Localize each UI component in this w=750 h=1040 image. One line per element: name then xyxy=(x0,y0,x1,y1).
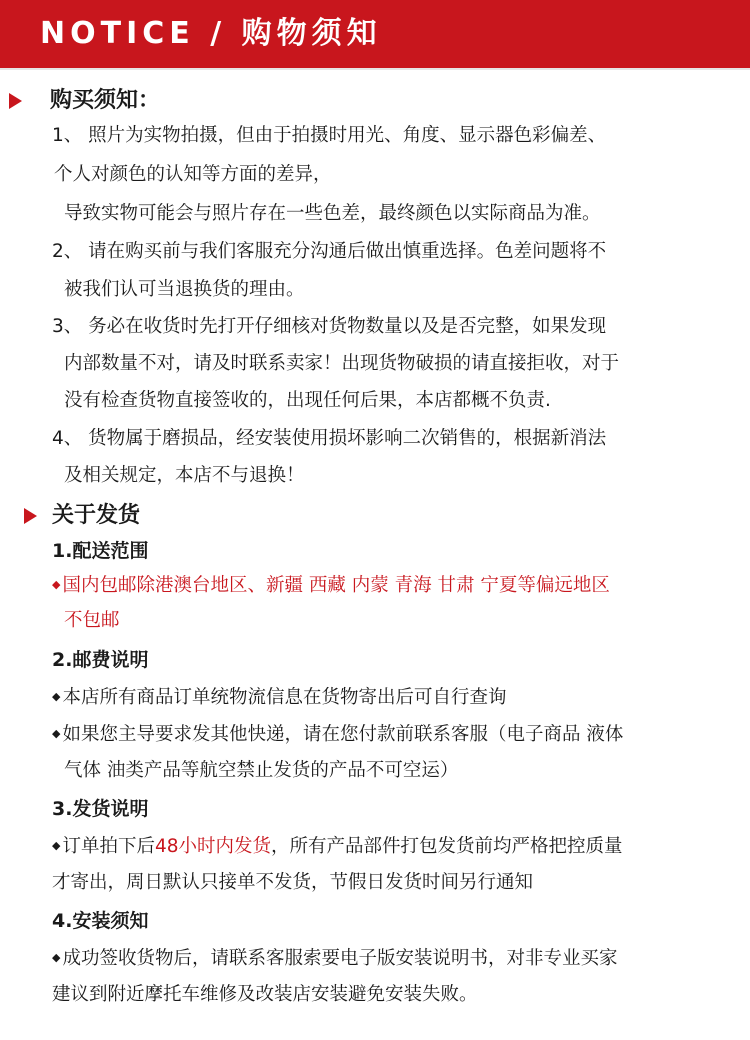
diamond-bullet-icon: ◆ xyxy=(52,690,61,703)
notice-line: ◆ 成功签收货物后，请联系客服索要电子版安装说明书，对非专业买家 xyxy=(52,948,618,969)
notice-line: ◆ 本店所有商品订单统物流信息在货物寄出后可自行查询 xyxy=(52,687,507,708)
subheading-installation: 4.安装须知 xyxy=(52,910,149,932)
notice-line: 导致实物可能会与照片存在一些色差，最终颜色以实际商品为准。 xyxy=(64,203,601,224)
notice-line: 不包邮 xyxy=(64,610,120,631)
notice-line: 2、 请在购买前与我们客服充分沟通后做出慎重选择。色差问题将不 xyxy=(52,241,607,262)
section-heading-purchase: 购买须知： xyxy=(50,88,161,113)
notice-line: ◆ 如果您主导要求发其他快递，请在您付款前联系客服（电子商品 液体 xyxy=(52,724,624,745)
arrow-icon xyxy=(24,508,37,524)
subheading-delivery-range: 1.配送范围 xyxy=(52,540,149,562)
notice-line: 才寄出，周日默认只接单不发货，节假日发货时间另行通知 xyxy=(52,872,534,893)
subheading-postage: 2.邮费说明 xyxy=(52,649,149,671)
notice-banner xyxy=(0,0,750,70)
diamond-bullet-icon: ◆ xyxy=(52,578,61,591)
notice-line: 内部数量不对，请及时联系卖家！出现货物破损的请直接拒收，对于 xyxy=(64,353,620,374)
banner-title: NOTICE / 购物须知 xyxy=(40,16,382,51)
notice-line: 4、 货物属于磨损品，经安装使用损坏影响二次销售的，根据新消法 xyxy=(52,428,607,449)
notice-line: 没有检查货物直接签收的，出现任何后果，本店都概不负责. xyxy=(64,390,551,411)
notice-line: 气体 油类产品等航空禁止发货的产品不可空运） xyxy=(64,760,459,781)
diamond-bullet-icon: ◆ xyxy=(52,727,61,740)
notice-line: ◆ 订单拍下后48小时内发货，所有产品部件打包发货前均严格把控质量 xyxy=(52,836,623,857)
notice-line: 建议到附近摩托车维修及改装店安装避免安装失败。 xyxy=(52,984,478,1005)
shipping-time-highlight: 48小时内发货 xyxy=(154,836,272,857)
notice-line: 及相关规定，本店不与退换！ xyxy=(64,465,305,486)
notice-line: 3、 务必在收货时先打开仔细核对货物数量以及是否完整，如果发现 xyxy=(52,316,607,337)
arrow-icon xyxy=(9,93,22,109)
diamond-bullet-icon: ◆ xyxy=(52,951,61,964)
notice-line: 被我们认可当退换货的理由。 xyxy=(64,279,305,300)
diamond-bullet-icon: ◆ xyxy=(52,839,61,852)
notice-line: ◆ 国内包邮除港澳台地区、新疆 西藏 内蒙 青海 甘肃 宁夏等偏远地区 xyxy=(52,575,610,596)
section-heading-shipping: 关于发货 xyxy=(52,503,141,528)
notice-line: 1、 照片为实物拍摄，但由于拍摄时用光、角度、显示器色彩偏差、 xyxy=(52,125,607,146)
subheading-shipping-notes: 3.发货说明 xyxy=(52,798,149,820)
notice-line: 个人对颜色的认知等方面的差异， xyxy=(54,164,332,185)
